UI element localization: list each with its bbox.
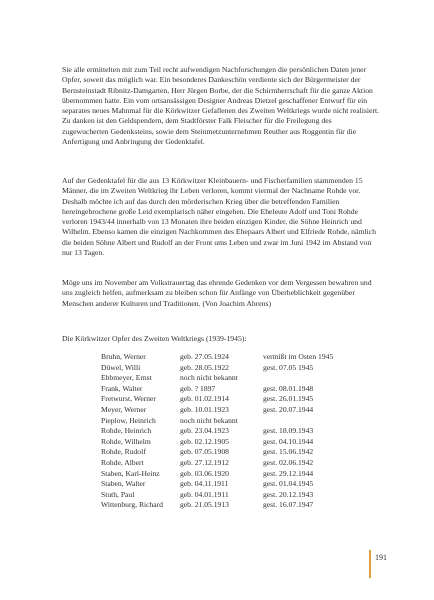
table-row — [101, 352, 343, 363]
victim-birth: geb. 27.12.1912 — [180, 457, 229, 467]
victims-heading: Die Körkwitzer Opfer des Zweiten Weltkriegs (1939-1945): — [62, 334, 247, 343]
victim-name: Staben, Karl-Heinz — [101, 468, 160, 478]
victim-birth: geb. 23.04.1923 — [180, 426, 229, 436]
table-row — [101, 405, 343, 416]
victim-birth: geb. 04.01.1911 — [180, 489, 229, 499]
victim-death: gest. 20.12.1943 — [263, 489, 314, 499]
victim-birth: geb. ? 1897 — [180, 383, 216, 393]
victims-table-body — [101, 352, 343, 511]
table-row — [101, 426, 343, 437]
victim-name: Stuth, Paul — [101, 489, 135, 499]
intro-paragraph — [62, 65, 380, 147]
table-row — [101, 373, 343, 384]
victim-death: gest. 01.04.1945 — [263, 479, 314, 489]
victim-birth: geb. 27.05.1924 — [180, 352, 229, 361]
table-row — [101, 479, 343, 490]
victim-name: Meyer, Werner — [101, 404, 147, 414]
table-row — [101, 384, 343, 395]
victim-name: Rohde, Heinrich — [101, 426, 152, 436]
victim-birth: noch nicht bekannt — [180, 415, 238, 425]
table-row — [101, 469, 343, 480]
victim-name: Staben, Walter — [101, 479, 146, 489]
memorial-text: Auf der Gedenktafel für die aus 13 Körkwitzer Kleinbauern- und Fischerfamilien stammenden 15 Männer, die im Zweiten Weltkrieg ihr Leben verloren, kommt viermal der Nachname Rohde vor. Deshalb möchte ich auf das durch den mörderischen Krieg über die betreffenden Familien hereingebrochene große Leid exemplarisch näher eingehen. Die Eheleute Adolf und Toni Rohde verloren 1943/44 innerhalb von 13 Monaten ihre beiden einzigen Kinder, die Söhne Heinrich und Wilhelm. Ebenso kamen die einzigen Nachkommen des Ehepaars Albert und Elfriede Rohde, nämlich die beiden Söhne Albert und Rudolf an der Front ums Leben und zwar im Juni 1942 im Abstand von nur 13 Tagen. — [62, 176, 376, 257]
victim-death — [263, 416, 343, 427]
page-number: 191 — [375, 553, 387, 562]
victim-death: gest. 15.06.1942 — [263, 447, 314, 457]
victim-name: Düwel, Willi — [101, 362, 141, 372]
victim-name: Bruhn, Werner — [101, 352, 146, 361]
victim-name: Rohde, Rudolf — [101, 447, 146, 457]
table-row — [101, 394, 343, 405]
victim-death: vermißt im Osten 1945 — [263, 352, 334, 361]
table-row — [101, 447, 343, 458]
table-row — [101, 416, 343, 427]
victim-death: gest. 07.05 1945 — [263, 362, 314, 372]
table-row — [101, 490, 343, 501]
victim-name: Fretwurst, Werner — [101, 394, 156, 404]
victim-name: Frank, Walter — [101, 383, 143, 393]
victim-death: gest. 18.09.1943 — [263, 426, 314, 436]
victim-birth: geb. 03.06.1920 — [180, 468, 229, 478]
victim-death: gest. 08.01.1948 — [263, 383, 314, 393]
victim-name: Ebbmeyer, Ernst — [101, 373, 152, 383]
victim-birth: geb. 07.05.1908 — [180, 447, 229, 457]
victim-death — [263, 373, 343, 384]
closing-text: Möge uns im November am Volkstrauertag das ehrende Gedenken vor dem Vergessen bewahren und uns zugleich helfen, aufmerksam zu bleiben schon für Anfänge von Überheblichkeit gegenüber Menschen anderer Kulturen und Traditionen. (Von Joachim Ahrens) — [62, 278, 372, 308]
table-row — [101, 437, 343, 448]
memorial-paragraph — [62, 176, 380, 258]
intro-text: Sie alle ermittelten mit zum Teil recht aufwendigen Nachforschungen die persönlichen Daten jener Opfer, soweit das möglich war. Ein besonderes Dankeschön verdiente sich der Bürgermeister der Bernsteinstadt Ribnitz-Damgarten, Herr Jürgen Borbe, der die Schirmherrschaft für die ganze Aktion übernommen hatte. Ein vom ortsansässigen Designer Andreas Dietzel geschaffener Entwurf für ein separates neues Mahnmal für die Körkwitzer Gefallenen des Zweiten Weltkriegs wurde nicht realisiert. Zu danken ist den Geldspendern, dem Stadtförster Falk Fleischer für die Freilegung des zugewucherten Gedenksteins, sowie dem Steinmetzunternehmen Reuther aus Roggentin für die Anfertigung und Anbringung der Gedenktafel. — [62, 65, 380, 146]
victim-death: gest. 16.07.1947 — [263, 500, 314, 510]
victim-name: Wittenburg, Richard — [101, 500, 163, 510]
victim-death: gest. 04.10.1944 — [263, 436, 314, 446]
victim-birth: geb. 04.11.1911 — [180, 479, 229, 489]
page-number-rule — [369, 550, 371, 578]
victim-birth: geb. 02.12.1905 — [180, 436, 229, 446]
victims-table — [101, 352, 343, 511]
victim-birth: geb. 01.02.1914 — [180, 394, 229, 404]
table-row — [101, 458, 343, 469]
victim-death: gest. 02.06.1942 — [263, 457, 314, 467]
victim-name: Rohde, Wilhelm — [101, 436, 151, 446]
table-row — [101, 500, 343, 511]
victim-birth: noch nicht bekannt — [180, 373, 238, 383]
victim-birth: geb. 28.05.1922 — [180, 362, 229, 372]
victim-birth: geb. 21.05.1913 — [180, 500, 229, 510]
victim-death: gest. 29.12.1944 — [263, 468, 314, 478]
victim-death: gest. 26.01.1945 — [263, 394, 314, 404]
table-row — [101, 363, 343, 374]
closing-paragraph — [62, 278, 380, 309]
victim-birth: geb. 10.01.1923 — [180, 404, 229, 414]
victim-death: gest. 20.07.1944 — [263, 404, 314, 414]
victim-name: Rohde, Albert — [101, 457, 144, 467]
victim-name: Pieplow, Heinrich — [101, 415, 156, 425]
